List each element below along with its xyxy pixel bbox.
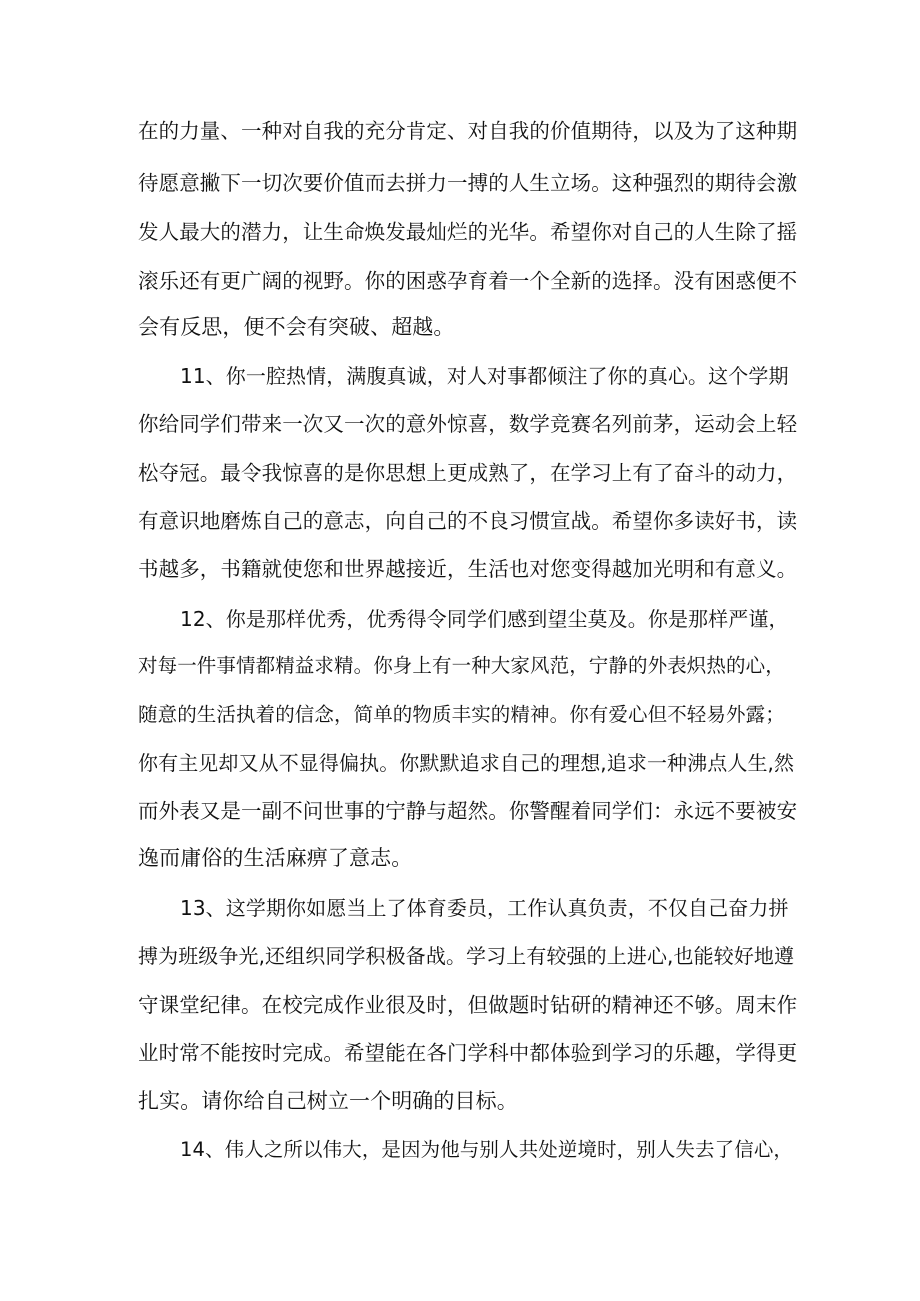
text-line: 在的力量、一种对自我的充分肯定、对自我的价值期待，以及为了这种期 bbox=[138, 119, 798, 143]
text-line: 书越多，书籍就使您和世界越接近，生活也对您变得越加光明和有意义。 bbox=[138, 557, 798, 581]
text-line: 有意识地磨炼自己的意志，向自己的不良习惯宣战。希望你多读好书，读 bbox=[138, 509, 798, 533]
text-line: 待愿意撇下一切次要价值而去拼力一搏的人生立场。这种强烈的期待会激 bbox=[138, 171, 798, 195]
paragraph-14-first-line: 14、伟人之所以伟大，是因为他与别人共处逆境时，别人失去了信心， bbox=[180, 1138, 794, 1161]
text-line: 对每一件事情都精益求精。你身上有一种大家风范，宁静的外表炽热的心， bbox=[138, 654, 785, 677]
text-line: 发人最大的潜力，让生命焕发最灿烂的光华。希望你对自己的人生除了摇 bbox=[138, 220, 798, 244]
paragraph-12-first-line: 12、你是那样优秀，优秀得令同学们感到望尘莫及。你是那样严谨， bbox=[180, 607, 789, 631]
text-line: 你有主见却又从不显得偏执。你默默追求自己的理想,追求一种沸点人生,然 bbox=[138, 751, 795, 775]
text-line: 随意的生活执着的信念，简单的物质丰实的精神。你有爱心但不轻易外露； bbox=[138, 703, 785, 726]
text-line: 搏为班级争光,还组织同学积极备战。学习上有较强的上进心,也能较好地遵 bbox=[138, 944, 795, 968]
text-line: 滚乐还有更广阔的视野。你的困惑孕育着一个全新的选择。没有困惑便不 bbox=[138, 269, 798, 293]
text-line: 守课堂纪律。在校完成作业很及时，但做题时钻研的精神还不够。周末作 bbox=[138, 993, 798, 1017]
text-line: 松夺冠。最令我惊喜的是你思想上更成熟了，在学习上有了奋斗的动力， bbox=[138, 461, 798, 485]
text-line: 会有反思，便不会有突破、超越。 bbox=[138, 315, 455, 339]
text-line: 业时常不能按时完成。希望能在各门学科中都体验到学习的乐趣，学得更 bbox=[138, 1041, 798, 1065]
text-line: 你给同学们带来一次又一次的意外惊喜，数学竞赛名列前茅，运动会上轻 bbox=[138, 412, 798, 436]
text-line: 逸而庸俗的生活麻痹了意志。 bbox=[138, 846, 413, 870]
paragraph-11-first-line: 11、你一腔热情，满腹真诚，对人对事都倾注了你的真心。这个学期 bbox=[180, 364, 789, 388]
text-line: 而外表又是一副不问世事的宁静与超然。你警醒着同学们：永远不要被安 bbox=[138, 799, 798, 823]
text-line: 扎实。请你给自己树立一个明确的目标。 bbox=[138, 1089, 518, 1113]
paragraph-13-first-line: 13、这学期你如愿当上了体育委员，工作认真负责，不仅自己奋力拼 bbox=[180, 896, 789, 920]
